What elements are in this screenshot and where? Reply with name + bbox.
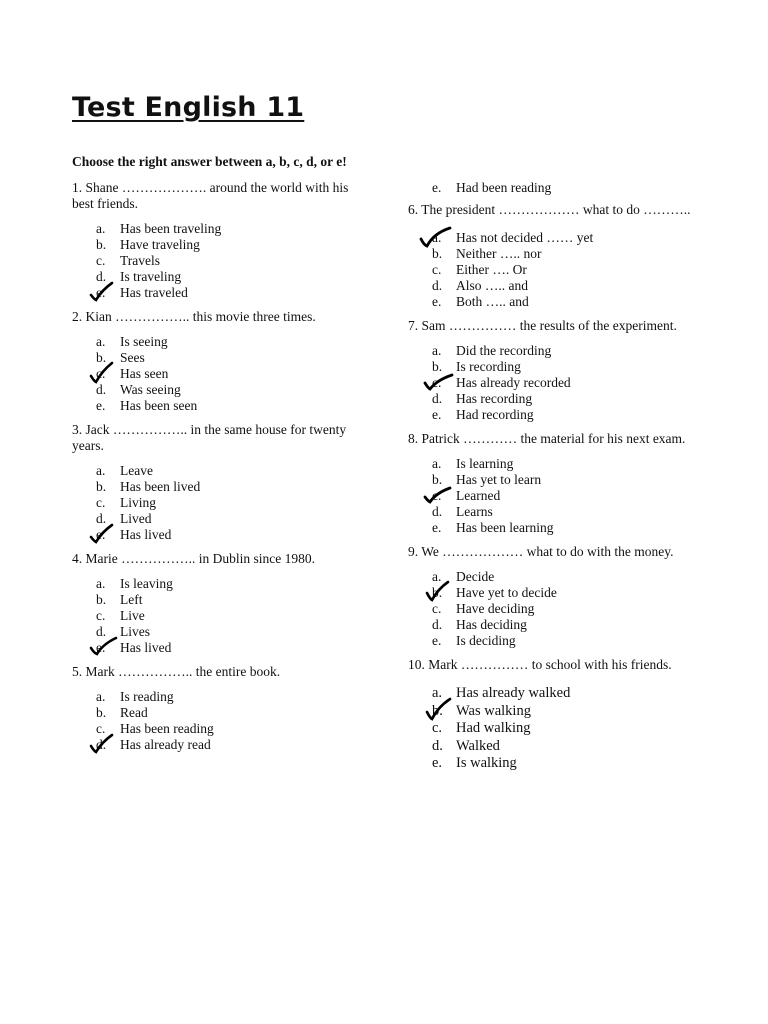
option-8d	[408, 504, 708, 520]
question-1-text: 1. Shane ………………. around the world with his best friends.	[72, 180, 349, 211]
option-9a	[408, 569, 708, 585]
option-text: Has already read	[120, 737, 211, 752]
option-2a	[72, 334, 362, 350]
option-4e	[72, 640, 362, 656]
option-letter: a.	[96, 576, 106, 591]
option-letter: c.	[432, 262, 442, 277]
option-text: Either …. Or	[456, 262, 527, 277]
option-letter: b.	[432, 472, 443, 487]
option-text: Is leaving	[120, 576, 173, 591]
option-letter: d.	[96, 511, 107, 526]
option-letter: e.	[432, 755, 443, 771]
option-letter: a.	[432, 230, 442, 245]
question-5-text: 5. Mark …………….. the entire book.	[72, 664, 281, 679]
question-7	[408, 318, 708, 423]
option-letter: b.	[432, 702, 443, 719]
option-4d	[72, 624, 362, 640]
option-text: Was seeing	[120, 382, 181, 397]
option-text: Has not decided …… yet	[456, 230, 594, 245]
option-7e	[408, 407, 708, 423]
option-text: Have traveling	[120, 237, 200, 252]
option-2c	[72, 366, 362, 382]
option-letter: d.	[96, 382, 107, 397]
option-text: Learned	[456, 488, 501, 503]
option-text: Leave	[120, 463, 153, 478]
option-text: Was walking	[456, 702, 531, 719]
option-letter: a.	[432, 343, 442, 358]
option-text: Lived	[120, 511, 152, 526]
option-letter: e.	[432, 180, 442, 195]
option-letter: d.	[432, 617, 443, 632]
question-2-text: 2. Kian …………….. this movie three times.	[72, 309, 316, 324]
option-1b	[72, 237, 362, 253]
page-title: Test English 11	[72, 92, 305, 123]
option-letter: b.	[96, 479, 107, 494]
option-6a	[408, 230, 708, 246]
question-4	[72, 551, 362, 656]
question-6-text: 6. The president ……………… what to do ………..	[408, 202, 691, 217]
option-text: Have yet to decide	[456, 585, 557, 600]
option-letter: a.	[96, 221, 106, 236]
option-text: Has traveled	[120, 285, 188, 300]
option-4b	[72, 592, 362, 608]
option-letter: a.	[432, 569, 442, 584]
option-letter: e.	[432, 294, 442, 309]
option-text: Neither ….. nor	[456, 246, 542, 261]
option-text: Is seeing	[120, 334, 168, 349]
option-text: Has lived	[120, 640, 172, 655]
option-6b	[408, 246, 708, 262]
option-3a	[72, 463, 362, 479]
option-letter: b.	[432, 246, 443, 261]
option-8a	[408, 456, 708, 472]
option-letter: c.	[96, 608, 106, 623]
option-text: Also ….. and	[456, 278, 528, 293]
option-letter: e.	[432, 520, 442, 535]
option-text: Live	[120, 608, 145, 623]
option-5e	[408, 180, 708, 196]
question-9-text: 9. We ……………… what to do with the money.	[408, 544, 674, 559]
option-9d	[408, 617, 708, 633]
option-4a	[72, 576, 362, 592]
option-2b	[72, 350, 362, 366]
option-7b	[408, 359, 708, 375]
option-text: Is learning	[456, 456, 514, 471]
option-text: Decide	[456, 569, 495, 584]
option-7a	[408, 343, 708, 359]
option-letter: a.	[432, 456, 442, 471]
option-letter: d.	[432, 278, 443, 293]
question-8	[408, 431, 708, 536]
question-10	[408, 657, 708, 773]
option-letter: e.	[96, 640, 106, 655]
option-letter: c.	[432, 601, 442, 616]
option-text: Has been learning	[456, 520, 554, 535]
option-8b	[408, 472, 708, 488]
option-6c	[408, 262, 708, 278]
option-7c	[408, 375, 708, 391]
option-letter: a.	[432, 685, 443, 701]
option-text: Did the recording	[456, 343, 552, 358]
option-4c	[72, 608, 362, 624]
option-text: Is traveling	[120, 269, 182, 284]
question-1	[72, 180, 362, 301]
option-10a	[408, 685, 708, 703]
question-5	[72, 664, 362, 753]
option-6e	[408, 294, 708, 310]
option-text: Have deciding	[456, 601, 535, 616]
option-letter: d.	[96, 737, 107, 752]
option-letter: b.	[432, 585, 443, 600]
option-3b	[72, 479, 362, 495]
option-10d	[408, 738, 708, 756]
option-letter: e.	[96, 285, 106, 300]
option-text: Has already recorded	[456, 375, 571, 390]
option-7d	[408, 391, 708, 407]
option-text: Had been reading	[456, 180, 552, 195]
option-5a	[72, 689, 362, 705]
option-text: Has been traveling	[120, 221, 222, 236]
option-letter: a.	[96, 334, 106, 349]
option-text: Both ….. and	[456, 294, 529, 309]
option-text: Is reading	[120, 689, 174, 704]
option-3c	[72, 495, 362, 511]
option-text: Has deciding	[456, 617, 527, 632]
option-9c	[408, 601, 708, 617]
option-text: Is recording	[456, 359, 521, 374]
question-5-continued	[408, 180, 708, 196]
option-letter: c.	[96, 721, 106, 736]
option-letter: e.	[432, 407, 442, 422]
option-letter: c.	[432, 720, 443, 736]
option-5d	[72, 737, 362, 753]
option-text: Walked	[456, 737, 500, 754]
option-letter: c.	[96, 253, 106, 268]
option-2e	[72, 398, 362, 414]
option-text: Has been lived	[120, 479, 201, 494]
option-text: Has yet to learn	[456, 472, 542, 487]
question-2	[72, 309, 362, 414]
option-letter: c.	[96, 366, 106, 381]
option-text: Has seen	[120, 366, 169, 381]
option-text: Living	[120, 495, 156, 510]
option-letter: e.	[96, 527, 106, 542]
option-letter: c.	[96, 495, 106, 510]
question-6	[408, 202, 708, 310]
question-3	[72, 422, 362, 543]
option-1c	[72, 253, 362, 269]
option-text: Has recording	[456, 391, 533, 406]
question-10-text: 10. Mark …………… to school with his friends.	[408, 657, 672, 672]
option-letter: e.	[96, 398, 106, 413]
option-letter: a.	[96, 689, 106, 704]
option-text: Has been seen	[120, 398, 198, 413]
option-1d	[72, 269, 362, 285]
option-10c	[408, 720, 708, 738]
option-2d	[72, 382, 362, 398]
option-letter: d.	[432, 504, 443, 519]
option-text: Has lived	[120, 527, 172, 542]
option-letter: b.	[96, 350, 107, 365]
option-6d	[408, 278, 708, 294]
option-letter: e.	[432, 633, 442, 648]
question-8-text: 8. Patrick ………… the material for his next exam.	[408, 431, 686, 446]
option-text: Had recording	[456, 407, 534, 422]
option-text: Read	[120, 705, 148, 720]
option-text: Had walking	[456, 720, 531, 736]
option-letter: d.	[96, 269, 107, 284]
question-9	[408, 544, 708, 649]
option-letter: d.	[432, 391, 443, 406]
option-letter: d.	[432, 737, 443, 754]
option-10e	[408, 755, 708, 773]
option-letter: d.	[96, 624, 107, 639]
option-letter: b.	[96, 237, 107, 252]
left-column	[72, 180, 362, 761]
option-letter: b.	[96, 705, 107, 720]
option-9e	[408, 633, 708, 649]
instructions: Choose the right answer between a, b, c, d, or e!	[72, 154, 347, 169]
option-text: Has been reading	[120, 721, 214, 736]
option-text: Travels	[120, 253, 161, 268]
option-1a	[72, 221, 362, 237]
option-text: Left	[120, 592, 143, 607]
right-column	[408, 180, 708, 781]
option-5b	[72, 705, 362, 721]
question-7-text: 7. Sam …………… the results of the experiment.	[408, 318, 677, 333]
option-text: Lives	[120, 624, 150, 639]
option-8c	[408, 488, 708, 504]
option-text: Sees	[120, 350, 145, 365]
option-letter: c.	[432, 488, 442, 503]
question-4-text: 4. Marie …………….. in Dublin since 1980.	[72, 551, 315, 566]
option-5c	[72, 721, 362, 737]
option-letter: b.	[432, 359, 443, 374]
option-text: Learns	[456, 504, 493, 519]
option-10b	[408, 703, 708, 721]
option-9b	[408, 585, 708, 601]
option-3e	[72, 527, 362, 543]
option-text: Has already walked	[456, 685, 571, 701]
option-letter: b.	[96, 592, 107, 607]
option-letter: a.	[96, 463, 106, 478]
option-1e	[72, 285, 362, 301]
option-letter: c.	[432, 375, 442, 390]
option-3d	[72, 511, 362, 527]
question-3-text: 3. Jack …………….. in the same house for twenty years.	[72, 422, 347, 453]
option-text: Is deciding	[456, 633, 516, 648]
option-8e	[408, 520, 708, 536]
option-text: Is walking	[456, 755, 517, 771]
